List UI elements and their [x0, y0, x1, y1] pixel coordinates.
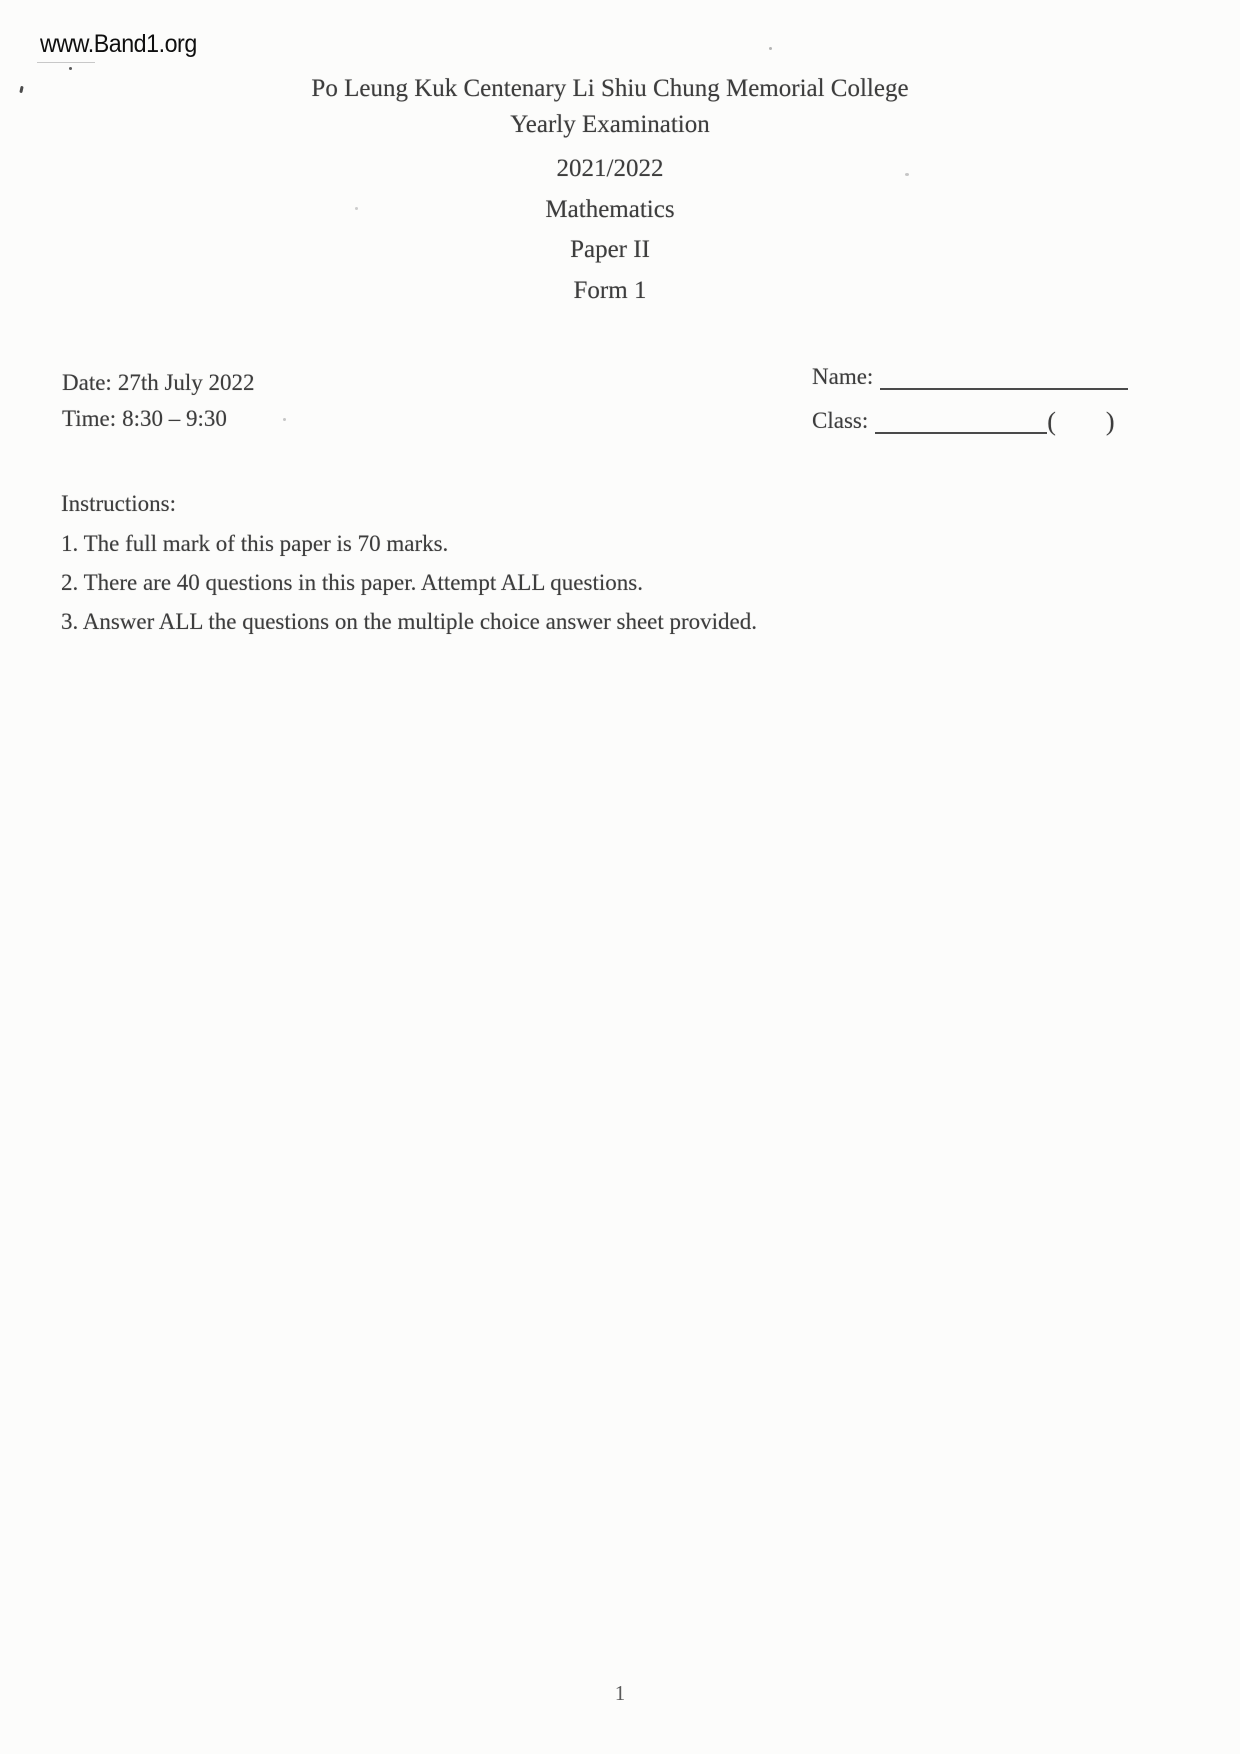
instruction-item: 3. Answer ALL the questions on the multiple choice answer sheet provided.	[61, 609, 758, 634]
instruction-item: 1. The full mark of this paper is 70 marks.	[61, 531, 449, 556]
scan-speck	[69, 67, 72, 70]
class-label: Class:	[812, 408, 869, 433]
scan-speck	[769, 47, 772, 50]
time-value: 8:30 – 9:30	[122, 406, 227, 431]
class-field-row	[812, 407, 1115, 435]
subject-title: Mathematics	[545, 196, 675, 223]
date-value: 27th July 2022	[117, 370, 255, 395]
instructions-heading: Instructions:	[61, 491, 176, 516]
class-blank-line	[875, 407, 1047, 434]
exam-title: Yearly Examination	[510, 111, 710, 138]
school-name: Po Leung Kuk Centenary Li Shiu Chung Memorial College	[311, 75, 909, 102]
date-label: Date:	[62, 370, 112, 395]
class-number-bracket-open: (	[1047, 407, 1056, 436]
exam-time-line	[62, 407, 227, 430]
paper-number: Paper II	[570, 236, 650, 263]
scan-speck	[283, 418, 286, 421]
watermark-underline-artifact	[37, 62, 95, 63]
name-label: Name:	[812, 364, 874, 389]
instruction-item: 2. There are 40 questions in this paper. Attempt ALL questions.	[61, 570, 643, 595]
watermark-site-url: www.Band1.org	[40, 30, 197, 58]
name-field-row	[812, 363, 1128, 390]
page-number: 1	[614, 1681, 626, 1705]
class-number-bracket-close: )	[1105, 407, 1115, 436]
exam-date-line	[62, 371, 255, 394]
name-blank-line	[880, 363, 1128, 390]
form-level: Form 1	[573, 277, 647, 304]
school-year: 2021/2022	[556, 155, 664, 182]
time-label: Time:	[62, 406, 117, 431]
